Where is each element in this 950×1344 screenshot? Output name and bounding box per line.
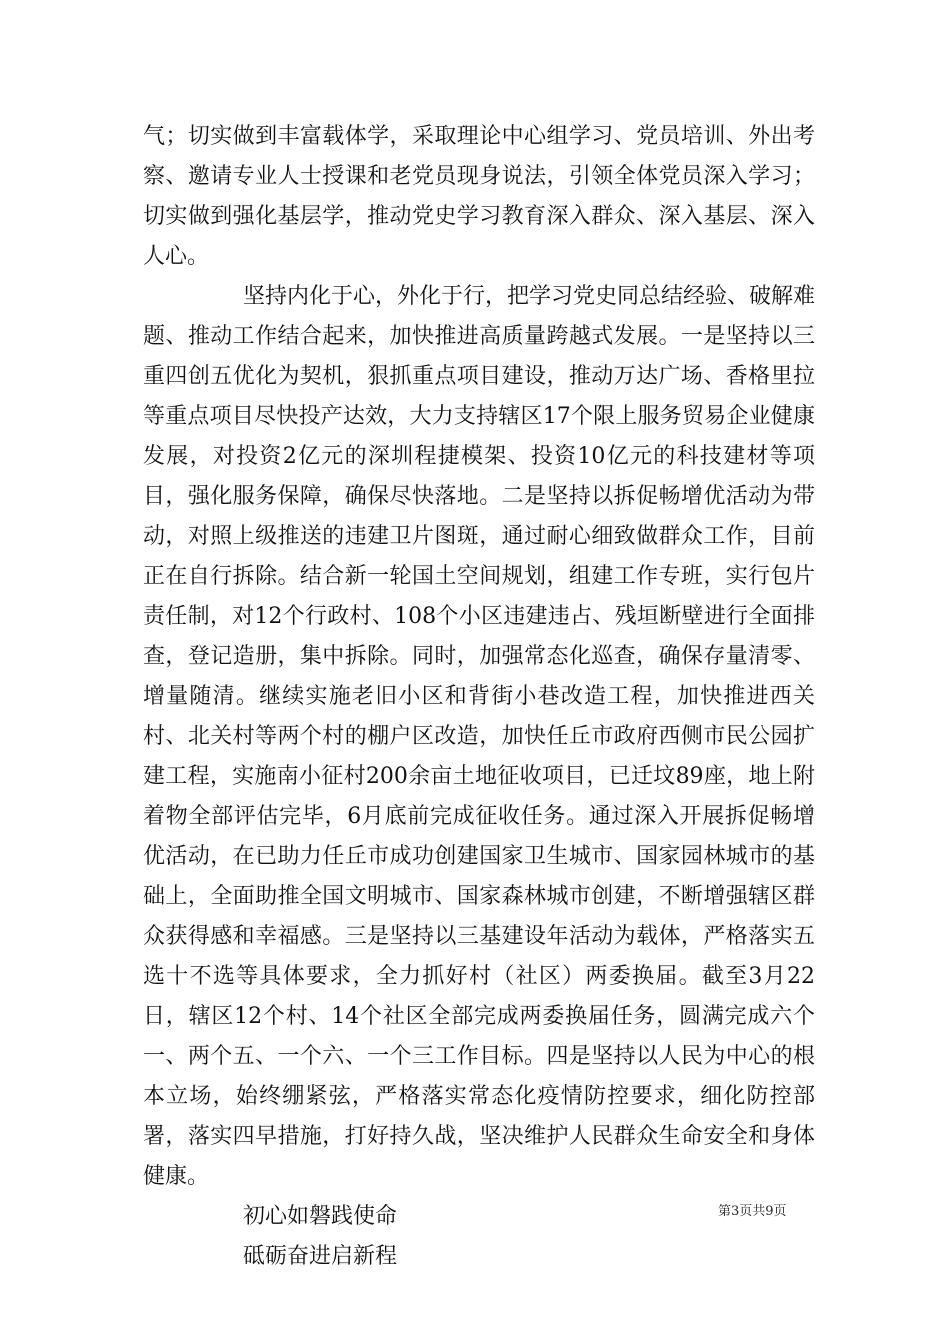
subheading-line-1: 初心如磐践使命 (243, 1204, 398, 1229)
paragraph-main: 坚持内化于心，外化于行，把学习党史同总结经验、破解难题、推动工作结合起来，加快推进高质量跨越式发展。一是坚持以三重四创五优化为契机，狠抓重点项目建设，推动万达广场、香格里拉等重点项目尽快投产达效，大力支持辖区17个限上服务贸易企业健康发展，对投资2亿元的深圳程捷模架、投资10亿元的科技建材等项目，强化服务保障，确保尽快落地。二是坚持以拆促畅增优活动为带动，对照上级推送的违建卫片图斑，通过耐心细致做群众工作，目前正在自行拆除。结合新一轮国土空间规划，组建工作专班，实行包片责任制，对12个行政村、108个小区违建违占、残垣断壁进行全面排查，登记造册，集中拆除。同时，加强常态化巡查，确保存量清零、增量随清。继续实施老旧小区和背街小巷改造工程，加快推进西关村、北关村等两个村的棚户区改造，加快任丘市政府西侧市民公园扩建工程，实施南小征村200余亩土地征收项目，已迁坟89座，地上附着物全部评估完毕，6月底前完成征收任务。通过深入开展拆促畅增优活动，在已助力任丘市成功创建国家卫生城市、国家园林城市的基础上，全面助推全国文明城市、国家森林城市创建，不断增强辖区群众获得感和幸福感。三是坚持以三基建设年活动为载体，严格落实五选十不选等具体要求，全力抓好村（社区）两委换届。截至3月22日，辖区12个村、14个社区全部完成两委换届任务，圆满完成六个一、两个五、一个六、一个三工作目标。四是坚持以人民为中心的根本立场，始终绷紧弦，严格落实常态化疫情防控要求，细化防控部署，落实四早措施，打好持久战，坚决维护人民群众生命安全和身体健康。 (143, 284, 816, 1189)
paragraph-continuation: 气；切实做到丰富载体学，采取理论中心组学习、党员培训、外出考察、邀请专业人士授课和老党员现身说法，引领全体党员深入学习；切实做到强化基层学，推动党史学习教育深入群众、深入基层、深入人心。 (143, 124, 815, 269)
subheading-line-2: 砥砺奋进启新程 (243, 1244, 398, 1269)
page-number-footer: 第3页共9页 (718, 1204, 787, 1219)
document-body (143, 117, 815, 1277)
